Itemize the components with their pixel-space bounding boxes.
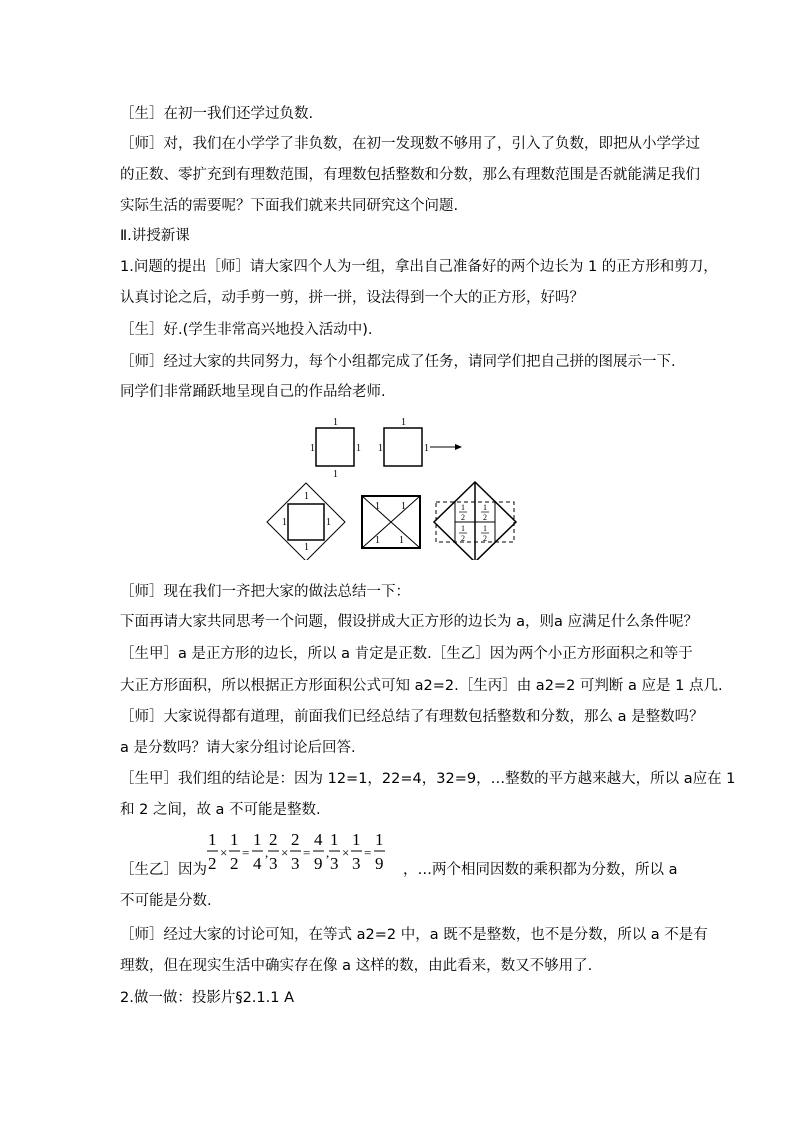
fraction-denominator: 2 [208,854,217,873]
fraction-numerator: 1 [230,830,239,849]
side-label: 1 [375,501,380,512]
text-line-18: 和 2 之间，故 a 不可能是整数. [120,802,321,818]
text-line-16: a 是分数吗？请大家分组讨论后回答. [120,740,356,756]
text-line-19a: ［生乙］因为 [120,862,207,878]
small-square-1 [316,428,354,466]
arrow-head-icon [455,444,462,450]
equals-sign: = [364,845,372,860]
half-label-den: 2 [483,534,487,543]
half-label-den: 2 [461,534,465,543]
text-line-23: 2.做一做：投影片§2.1.1 A [120,990,295,1006]
text-line-1: ［生］在初一我们还学过负数. [120,106,314,122]
text-line-12: 下面再请大家共同思考一个问题，假设拼成大正方形的边长为 a，则a 应满足什么条件呢？ [120,614,698,630]
text-line-11: ［师］现在我们一齐把大家的做法总结一下： [120,584,410,600]
text-line-17: ［生甲］我们组的结论是：因为 12=1，22=4，32=9，…整数的平方越来越大，所以 a应在 1 [120,771,736,787]
text-line-8: ［生］好.(学生非常高兴地投入活动中). [120,322,373,338]
comma: , [265,845,269,860]
half-label-num: 1 [483,524,487,533]
fraction-denominator: 2 [230,854,239,873]
small-square-2 [384,428,422,466]
fraction-numerator: 1 [208,830,217,849]
equals-sign: = [303,845,311,860]
side-label: 1 [378,443,383,454]
equals-sign: = [242,845,250,860]
fraction-denominator: 3 [330,854,339,873]
text-line-7: 认真讨论之后，动手剪一剪，拼一拼，设法得到一个大的正方形，好吗？ [120,290,584,306]
inner-square [288,504,324,540]
side-label: 1 [333,417,338,428]
fraction-denominator: 3 [352,854,361,873]
times-sign: × [342,845,350,860]
section-heading: Ⅱ.讲授新课 [120,228,190,244]
times-sign: × [281,845,289,860]
text-line-22: 理数，但在现实生活中确实存在像 a 这样的数，由此看来，数又不够用了. [120,958,593,974]
half-label-num: 1 [461,503,465,512]
text-line-10: 同学们非常踊跃地呈现自己的作品给老师. [120,384,386,400]
text-line-13: ［生甲］a 是正方形的边长，所以 a 肯定是正数.［生乙］因为两个小正方形面积之和等于 [120,646,693,662]
side-label: 1 [326,517,331,528]
fraction-denominator: 4 [253,854,262,873]
fraction-numerator: 4 [314,830,323,849]
fraction-numerator: 1 [375,830,384,849]
square-cutting-figure [0,0,794,560]
fraction-denominator: 3 [291,854,300,873]
half-label-num: 1 [483,503,487,512]
side-label: 1 [282,517,287,528]
fraction-denominator: 9 [375,854,384,873]
text-line-15: ［师］大家说得都有道理，前面我们已经总结了有理数包括整数和分数，那么 a 是整数吗？ [120,709,704,725]
half-label-den: 2 [483,513,487,522]
fraction-numerator: 1 [352,830,361,849]
comma: , [326,845,330,860]
side-label: 1 [401,501,406,512]
side-label: 1 [375,535,380,546]
side-label: 1 [304,542,309,553]
text-line-6: 1.问题的提出［师］请大家四个人为一组，拿出自己准备好的两个边长为 1 的正方形和剪刀， [120,259,718,275]
fraction-denominator: 9 [314,854,323,873]
times-sign: × [220,845,228,860]
side-label: 1 [304,491,309,502]
fraction-numerator: 1 [330,830,339,849]
text-line-14: 大正方形面积，所以根据正方形面积公式可知 a2=2.［生丙］由 a2=2 可判断 a 应是 1 点几. [120,678,723,694]
fraction-numerator: 2 [269,830,278,849]
text-line-3: 的正数、零扩充到有理数范围，有理数包括整数和分数，那么有理数范围是否就能满足我们 [120,167,700,183]
side-label: 1 [424,443,429,454]
fraction-numerator: 2 [291,830,300,849]
side-label: 1 [401,417,406,428]
fraction-numerator: 1 [253,830,262,849]
text-line-19b: ，…两个相同因数的乘积都为分数，所以 a [403,862,678,878]
side-label: 1 [356,443,361,454]
text-line-20: 不可能是分数. [120,893,212,909]
side-label: 1 [399,535,404,546]
fraction-denominator: 3 [269,854,278,873]
side-label: 1 [333,469,338,480]
text-line-2: ［师］对，我们在小学学了非负数，在初一发现数不够用了，引入了负数，即把从小学学过 [120,136,700,152]
text-line-9: ［师］经过大家的共同努力，每个小组都完成了任务，请同学们把自己拼的图展示一下. [120,354,676,370]
half-label-den: 2 [461,513,465,522]
text-line-21: ［师］经过大家的讨论可知，在等式 a2=2 中，a 既不是整数，也不是分数，所以 a 不是有 [120,927,708,943]
half-label-num: 1 [461,524,465,533]
side-label: 1 [310,443,315,454]
fraction-equation [204,827,404,877]
text-line-4: 实际生活的需要呢？下面我们就来共同研究这个问题. [120,198,459,214]
